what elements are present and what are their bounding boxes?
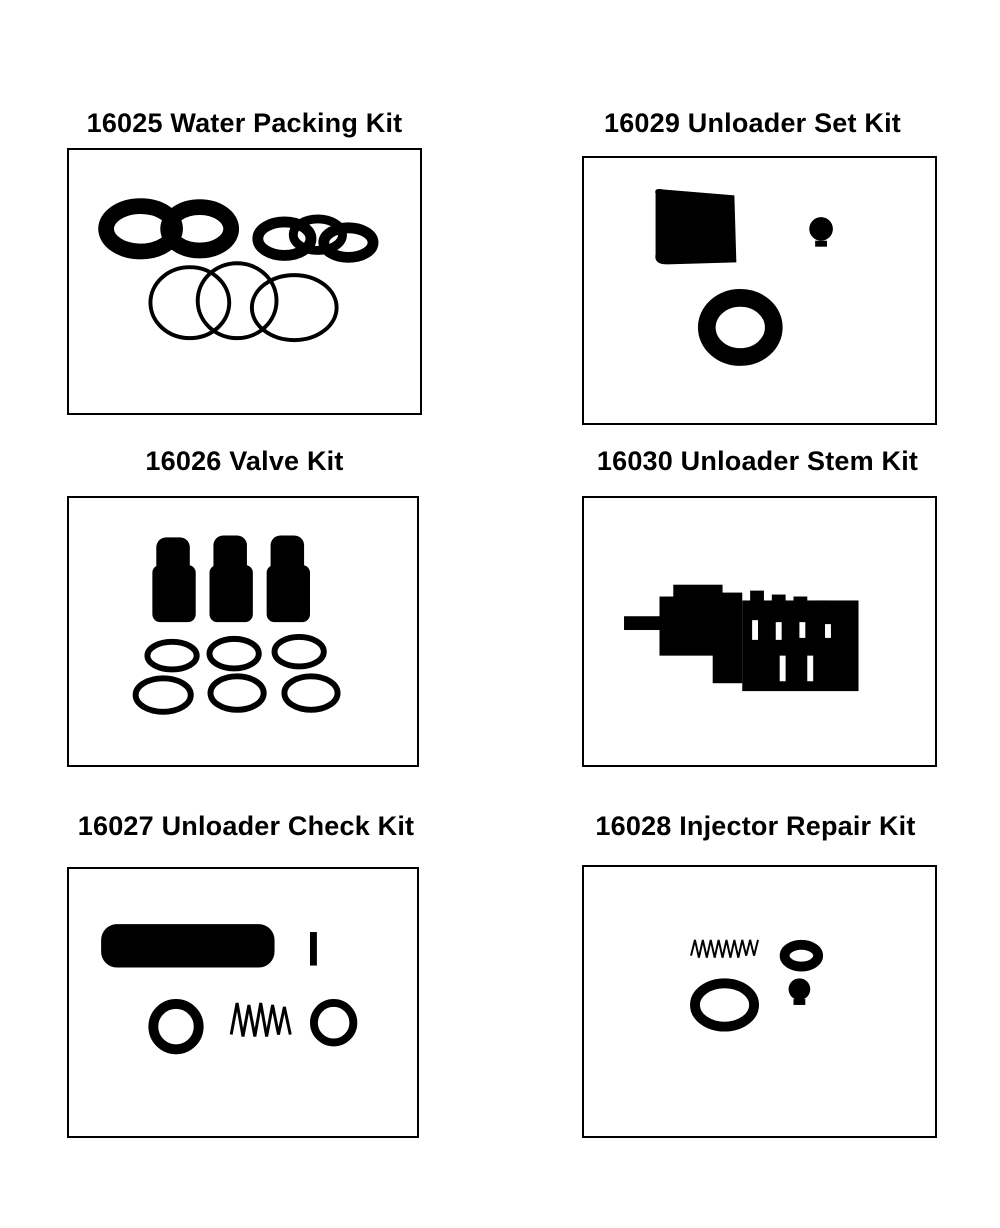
kit-title-16027: 16027 Unloader Check Kit xyxy=(77,811,415,841)
kit-image-16026 xyxy=(67,496,419,767)
kit-title-16029: 16029 Unloader Set Kit xyxy=(603,108,901,138)
kit-title-16025: 16025 Water Packing Kit xyxy=(86,108,403,138)
kit-title-16028: 16028 Injector Repair Kit xyxy=(595,811,916,841)
unloader-stem-assembly-illustration xyxy=(584,498,935,765)
kit-title-16026: 16026 Valve Kit xyxy=(145,446,344,476)
kit-image-16025 xyxy=(67,148,422,415)
injector-repair-parts-illustration xyxy=(584,867,935,1136)
kit-image-16030 xyxy=(582,496,937,767)
kit-image-16028 xyxy=(582,865,937,1138)
kit-title-16030: 16030 Unloader Stem Kit xyxy=(596,446,919,476)
kit-image-16027 xyxy=(67,867,419,1138)
unloader-set-parts-illustration xyxy=(584,158,935,423)
check-valve-parts-illustration xyxy=(69,869,417,1136)
o-ring-packing-set-illustration xyxy=(69,150,420,413)
kit-image-16029 xyxy=(582,156,937,425)
valve-and-o-ring-set-illustration xyxy=(69,498,417,765)
